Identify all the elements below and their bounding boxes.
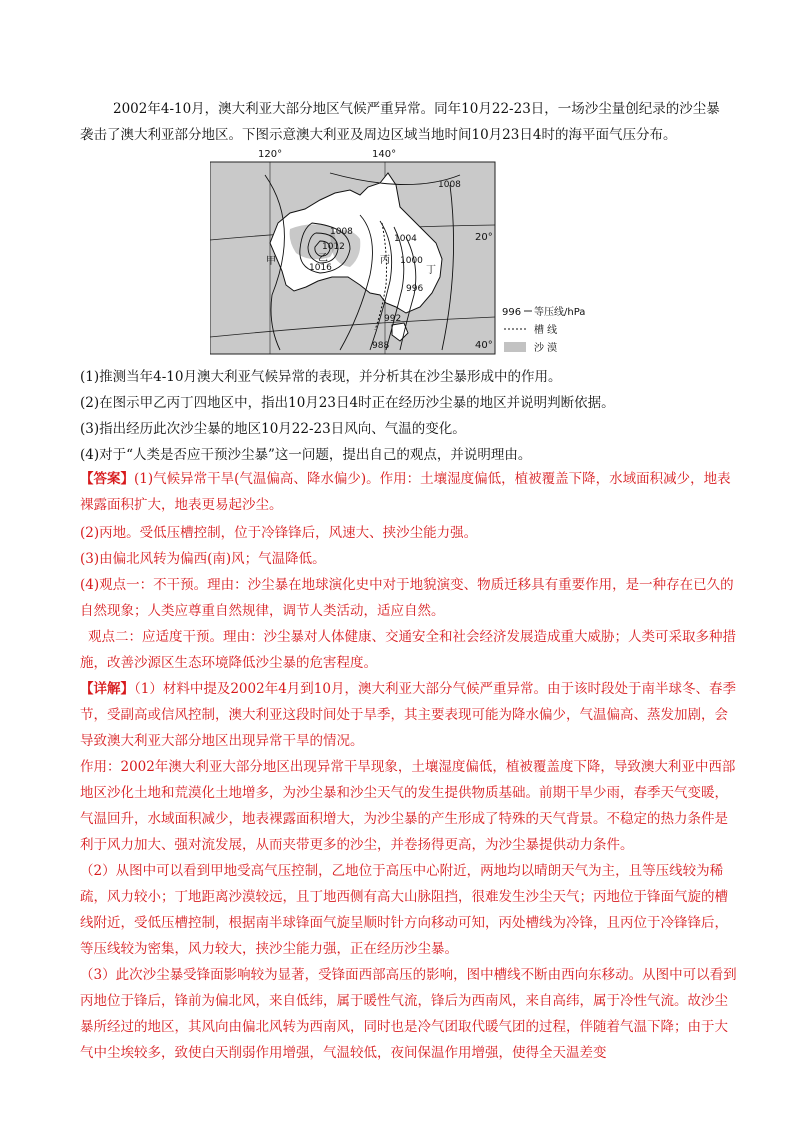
question-3: (3)指出经历此次沙尘暴的地区10月22-23日风向、气温的变化。 xyxy=(80,421,466,437)
detail-tag: 【详解】 xyxy=(80,681,134,697)
place-label-ding: 丁 xyxy=(426,265,436,276)
isobar-label: 996 xyxy=(406,284,424,294)
map-legend xyxy=(502,305,585,354)
isobar-label: 992 xyxy=(384,314,402,324)
lat-label-40: 40° xyxy=(475,340,493,351)
isobar-label: 1016 xyxy=(309,263,332,273)
legend-trough-text: 槽 线 xyxy=(534,325,558,336)
isobar-label: 988 xyxy=(372,341,390,351)
intro-paragraph: 2002年4-10月，澳大利亚大部分地区气候严重异常。同年10月22-23日，一场沙尘量创纪录的沙尘暴袭击了澳大利亚部分地区。下图示意澳大利亚及周边区域当地时间10月23日4时的海平面气压分布。 xyxy=(80,101,720,143)
answer-4-alt: 观点二：应适度干预。理由：沙尘暴对人体健康、交通安全和社会经济发展造成重大威胁；人类可采取多种措施，改善沙源区生态环境降低沙尘暴的危害程度。 xyxy=(80,629,736,671)
detail-1-text: （1）材料中提及2002年4月到10月，澳大利亚大部分气候严重异常。由于该时段处于南半球冬、春季节，受副高或信风控制，澳大利亚这段时间处于旱季，其主要表现可能为降水偏少，气温偏高、蒸发加剧，会导致澳大利亚大部分地区出现异常干旱的情况。 xyxy=(80,681,736,749)
place-label-bing: 丙 xyxy=(380,255,390,266)
answer-1 xyxy=(80,466,740,518)
answer-2: (2)丙地。受低压槽控制，位于冷锋锋后，风速大、挟沙尘能力强。 xyxy=(80,525,478,541)
pressure-map-figure xyxy=(210,145,600,360)
legend-desert-text: 沙 漠 xyxy=(534,343,558,354)
place-label-jia: 甲 xyxy=(266,256,276,267)
answer-tag: 【答案】 xyxy=(80,471,134,487)
isobar-label: 1012 xyxy=(322,242,345,252)
lon-label-140: 140° xyxy=(372,149,397,160)
detail-3: （2）从图中可以看到甲地受高气压控制，乙地位于高压中心附近，两地均以晴朗天气为主，且等压线较为稀疏，风力较小；丁地距离沙漠较远，且丁地西侧有高大山脉阻挡，很难发生沙尘天气；丙地位于锋面气旋的槽线附近，受低压槽控制，根据南半球锋面气旋呈顺时针方向移动可知，丙处槽线为冷锋，且丙位于冷锋锋后，等压线较为密集，风力较大，挟沙尘能力强，正在经历沙尘暴。 xyxy=(80,863,728,957)
detail-2: 作用：2002年澳大利亚大部分地区出现异常干旱现象，土壤湿度偏低，植被覆盖度下降，导致澳大利亚中西部地区沙化土地和荒漠化土地增多，为沙尘暴和沙尘天气的发生提供物质基础。前期干旱少雨，春季天气变暖，气温回升，水域面积减少，地表裸露面积增大，为沙尘暴的产生形成了特殊的天气背景。不稳定的热力条件是利于风力加大、强对流发展，从而夹带更多的沙尘，并卷扬得更高，为沙尘暴提供动力条件。 xyxy=(80,759,736,853)
answer-4: (4)观点一：不干预。理由：沙尘暴在地球演化史中对于地貌演变、物质迁移具有重要作用，是一种存在已久的自然现象；人类应尊重自然规律，调节人类活动，适应自然。 xyxy=(80,577,734,619)
legend-isobar-text: 等压线/hPa xyxy=(534,307,586,318)
detail-4: （3）此次沙尘暴受锋面影响较为显著，受锋面西部高压的影响，图中槽线不断由西向东移动。从图中可以看到丙地位于锋后，锋前为偏北风，来自低纬，属于暖性气流，锋后为西南风，来自高纬，属于冷性气流。故沙尘暴所经过的地区，其风向由偏北风转为西南风，同时也是冷气团取代暖气团的过程，伴随着气温下降；由于大气中尘埃较多，致使白天削弱作用增强，气温较低，夜间保温作用增强，使得全天温差变 xyxy=(80,967,737,1061)
pressure-map xyxy=(210,145,600,360)
isobar-label: 1008 xyxy=(438,180,461,190)
legend-desert-swatch xyxy=(504,342,526,352)
isobar-label: 1008 xyxy=(330,227,353,237)
legend-isobar-sample: 996 xyxy=(502,307,522,318)
answer-3: (3)由偏北风转为偏西(南)风；气温降低。 xyxy=(80,551,326,567)
detail-1 xyxy=(80,676,740,754)
isobar-label: 1000 xyxy=(400,256,423,266)
answer-1-text: (1)气候异常干旱(气温偏高、降水偏少)。作用：土壤湿度偏低，植被覆盖下降，水域面积减少，地表裸露面积扩大，地表更易起沙尘。 xyxy=(80,471,731,513)
place-label-yi: 乙 xyxy=(318,253,328,264)
question-1: (1)推测当年4-10月澳大利亚气候异常的表现，并分析其在沙尘暴形成中的作用。 xyxy=(80,369,562,385)
isobar-label: 1004 xyxy=(394,234,417,244)
lat-label-20: 20° xyxy=(475,232,493,243)
lon-label-120: 120° xyxy=(258,149,283,160)
question-2: (2)在图示甲乙丙丁四地区中，指出10月23日4时正在经历沙尘暴的地区并说明判断依据。 xyxy=(80,395,615,411)
question-4: (4)对于“人类是否应干预沙尘暴”这一问题，提出自己的观点，并说明理由。 xyxy=(80,447,532,463)
